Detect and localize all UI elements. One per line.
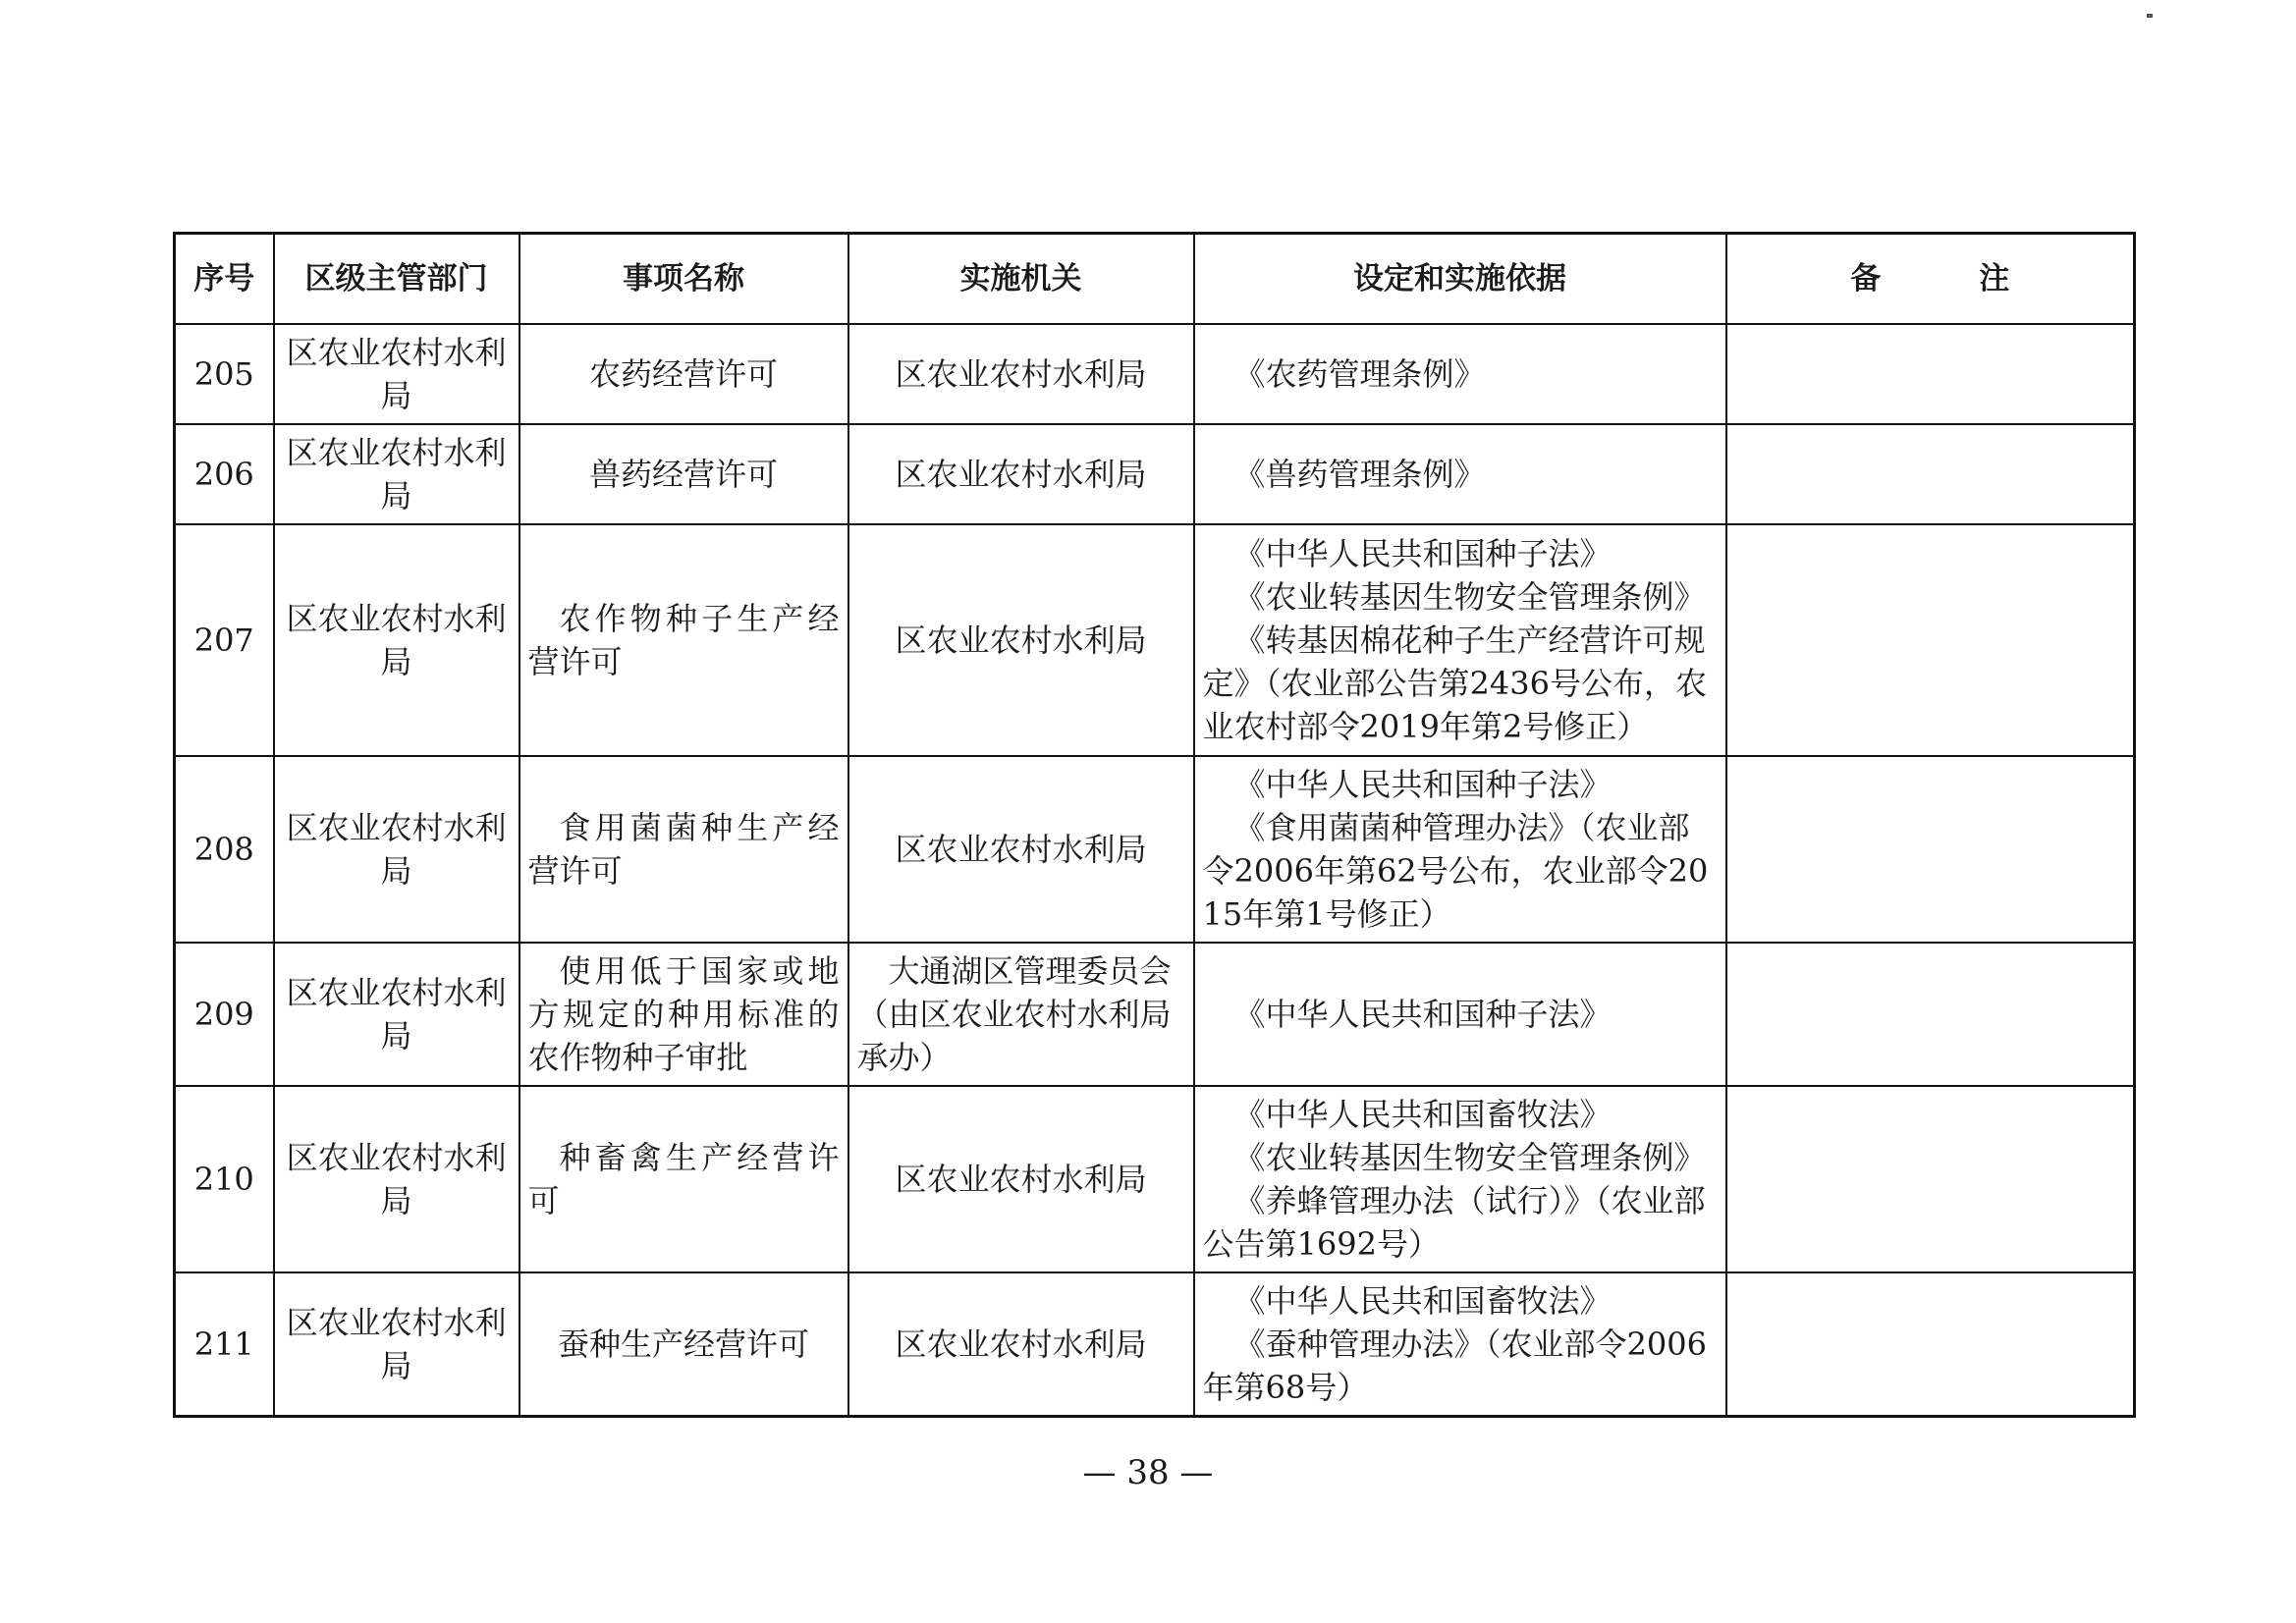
row-basis (1194, 756, 1726, 943)
row-name: 农药经营许可 (519, 324, 848, 424)
row-dept: 区农业农村水利局 (274, 424, 519, 524)
basis-line: 《养蜂管理办法（试行）》（农业部公告第1692号） (1202, 1182, 1706, 1263)
table-row (175, 424, 2135, 524)
header-org: 实施机关 (848, 234, 1194, 325)
basis-line: 《中华人民共和国畜牧法》 (1233, 1096, 1612, 1133)
basis-line: 《农业转基因生物安全管理条例》 (1233, 1139, 1706, 1176)
basis-line: 《中华人民共和国种子法》 (1233, 996, 1612, 1033)
row-dept: 区农业农村水利局 (274, 1086, 519, 1272)
row-note (1726, 756, 2135, 943)
basis-line: 《农药管理条例》 (1233, 355, 1486, 393)
row-name: 农作物种子生产经营许可 (519, 524, 848, 756)
basis-line: 《转基因棉花种子生产经营许可规定》（农业部公告第2436号公布，农业农村部令2019年第2号修正） (1202, 622, 1707, 745)
row-org: 区农业农村水利局 (848, 756, 1194, 943)
header-dept: 区级主管部门 (274, 234, 519, 325)
table-row (175, 1086, 2135, 1272)
basis-line: 《兽药管理条例》 (1233, 456, 1486, 493)
table-header-row (175, 234, 2135, 325)
row-dept: 区农业农村水利局 (274, 1272, 519, 1417)
basis-line: 《农业转基因生物安全管理条例》 (1233, 578, 1706, 616)
row-no: 211 (175, 1272, 274, 1417)
scan-mark (2147, 14, 2153, 18)
row-dept: 区农业农村水利局 (274, 324, 519, 424)
header-note-char-1: 备 (1850, 261, 1882, 297)
basis-line: 《中华人民共和国畜牧法》 (1233, 1282, 1612, 1320)
basis-line: 《食用菌菌种管理办法》（农业部令2006年第62号公布，农业部令2015年第1号修正） (1202, 809, 1709, 933)
page-number: — 38 — (1082, 1453, 1214, 1492)
row-dept: 区农业农村水利局 (274, 756, 519, 943)
row-no: 208 (175, 756, 274, 943)
row-note (1726, 324, 2135, 424)
header-no: 序号 (175, 234, 274, 325)
header-note-char-2: 注 (1979, 261, 2010, 297)
row-org: 区农业农村水利局 (848, 1086, 1194, 1272)
administrative-licensing-table (173, 232, 2136, 1418)
row-no: 209 (175, 943, 274, 1086)
row-name: 种畜禽生产经营许可 (519, 1086, 848, 1272)
row-basis (1194, 1086, 1726, 1272)
row-note (1726, 1272, 2135, 1417)
row-basis (1194, 424, 1726, 524)
row-dept: 区农业农村水利局 (274, 524, 519, 756)
row-name: 使用低于国家或地方规定的种用标准的农作物种子审批 (519, 943, 848, 1086)
header-basis: 设定和实施依据 (1194, 234, 1726, 325)
row-note (1726, 424, 2135, 524)
row-org: 大通湖区管理委员会（由区农业农村水利局承办） (848, 943, 1194, 1086)
row-org: 区农业农村水利局 (848, 324, 1194, 424)
table-row (175, 943, 2135, 1086)
row-basis (1194, 324, 1726, 424)
basis-line: 《中华人民共和国种子法》 (1233, 766, 1612, 803)
row-note (1726, 943, 2135, 1086)
basis-line: 《蚕种管理办法》（农业部令2006年第68号） (1202, 1325, 1707, 1406)
table-row (175, 324, 2135, 424)
row-org: 区农业农村水利局 (848, 424, 1194, 524)
row-note (1726, 1086, 2135, 1272)
table-row (175, 1272, 2135, 1417)
row-basis (1194, 1272, 1726, 1417)
row-no: 210 (175, 1086, 274, 1272)
row-no: 205 (175, 324, 274, 424)
header-name: 事项名称 (519, 234, 848, 325)
row-org: 区农业农村水利局 (848, 524, 1194, 756)
header-note (1726, 234, 2135, 325)
row-no: 206 (175, 424, 274, 524)
row-no: 207 (175, 524, 274, 756)
row-name: 食用菌菌种生产经营许可 (519, 756, 848, 943)
table-row (175, 524, 2135, 756)
table-row (175, 756, 2135, 943)
row-name: 蚕种生产经营许可 (519, 1272, 848, 1417)
row-basis (1194, 524, 1726, 756)
row-note (1726, 524, 2135, 756)
basis-line: 《中华人民共和国种子法》 (1233, 535, 1612, 572)
row-dept: 区农业农村水利局 (274, 943, 519, 1086)
row-name: 兽药经营许可 (519, 424, 848, 524)
row-basis (1194, 943, 1726, 1086)
row-org: 区农业农村水利局 (848, 1272, 1194, 1417)
